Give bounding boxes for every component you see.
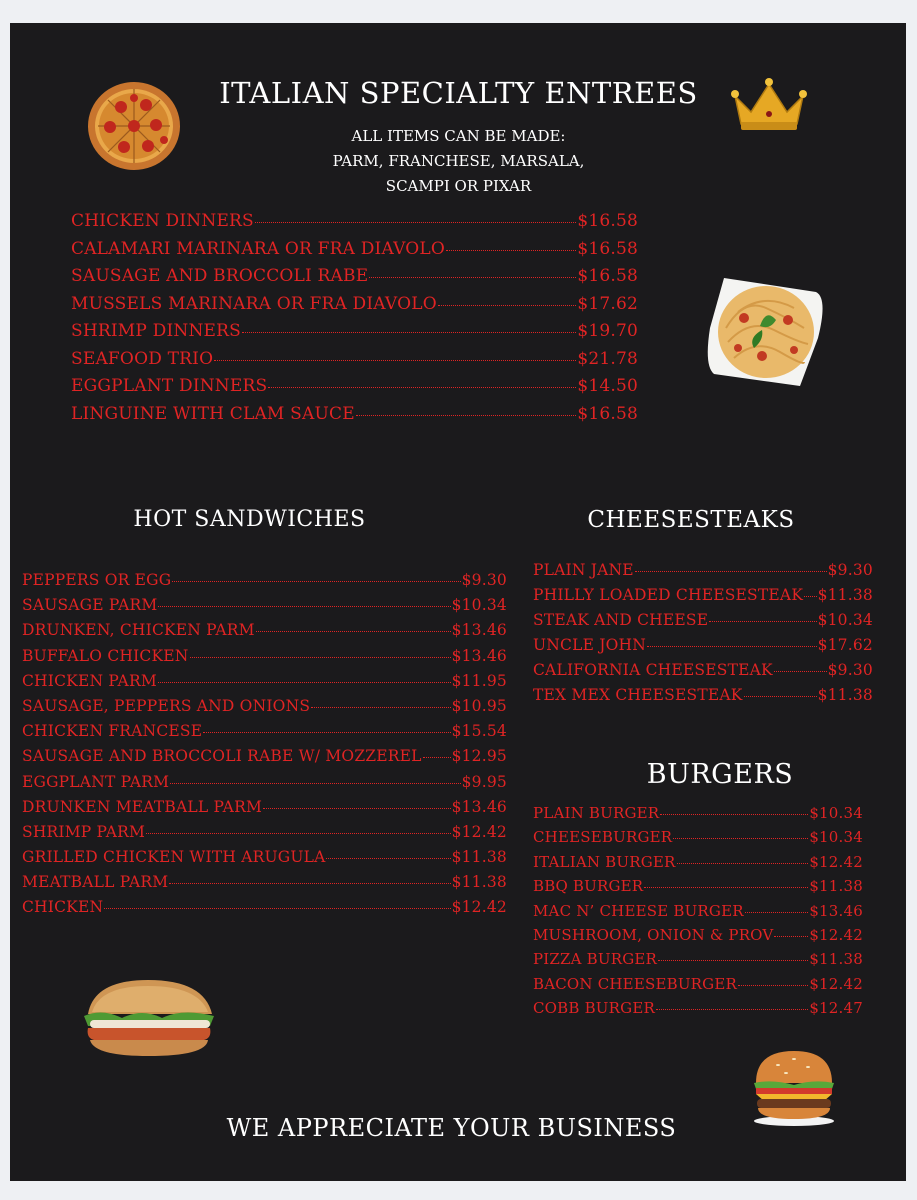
dot-leader: [255, 222, 576, 223]
menu-item-name: MAC N’ CHEESE BURGER: [533, 901, 744, 920]
burger-icon: [752, 1049, 836, 1127]
menu-item-name: SHRIMP PARM: [22, 822, 146, 841]
menu-item-name: PLAIN JANE: [533, 561, 634, 579]
pasta-icon: [704, 268, 826, 394]
crown-icon: [729, 76, 809, 134]
dot-leader: [744, 696, 817, 697]
hot-sandwiches-title: HOT SANDWICHES: [133, 507, 366, 532]
menu-item-name: BACON CHEESEBURGER: [533, 974, 737, 993]
menu-item-name: SAUSAGE PARM: [22, 596, 158, 615]
italian-subtitle-line: SCAMPI OR PIXAR: [385, 177, 532, 195]
menu-item: [533, 902, 863, 926]
menu-item-price: $11.38: [451, 873, 507, 892]
dot-leader: [660, 814, 808, 815]
burgers-title: BURGERS: [646, 759, 794, 790]
menu-item-name: DRUNKEN MEATBALL PARM: [22, 797, 263, 816]
menu-item-name: ITALIAN BURGER: [533, 852, 676, 871]
menu-item: [71, 349, 638, 377]
dot-leader: [635, 571, 827, 572]
dot-leader: [263, 808, 451, 809]
menu-item-price: $11.95: [451, 671, 507, 690]
dot-leader: [242, 332, 576, 333]
menu-item-name: SEAFOOD TRIO: [71, 348, 214, 369]
dot-leader: [673, 838, 808, 839]
menu-item-price: $12.42: [809, 974, 863, 993]
menu-item-price: $12.42: [451, 898, 507, 917]
dot-leader: [169, 883, 450, 884]
menu-item: [533, 975, 863, 999]
menu-item-price: $21.78: [577, 348, 638, 369]
menu-item-name: BUFFALO CHICKEN: [22, 646, 189, 665]
dot-leader: [644, 887, 808, 888]
menu-item: [533, 611, 873, 636]
menu-item: [533, 686, 873, 711]
italian-subtitle-line: ALL ITEMS CAN BE MADE:: [351, 127, 566, 145]
dot-leader: [647, 646, 817, 647]
menu-item: [71, 321, 638, 349]
menu-item-name: MUSSELS MARINARA OR FRA DIAVOLO: [71, 293, 437, 314]
dot-leader: [438, 305, 576, 306]
dot-leader: [804, 596, 816, 597]
italian-section-title: ITALIAN SPECIALTY ENTREES: [219, 76, 698, 110]
menu-item-name: GRILLED CHICKEN WITH ARUGULA: [22, 848, 326, 867]
menu-item: [533, 999, 863, 1023]
menu-item-name: TEX MEX CHEESESTEAK: [533, 686, 743, 705]
menu-item-name: MEATBALL PARM: [22, 873, 169, 892]
menu-item-price: $12.47: [809, 999, 863, 1018]
menu-item-price: $10.34: [817, 611, 873, 630]
menu-item-price: $11.38: [809, 877, 863, 896]
menu-item: [22, 798, 507, 823]
menu-item-price: $10.34: [809, 828, 863, 847]
menu-item: [22, 898, 507, 923]
pizza-icon: [86, 80, 182, 172]
menu-item-price: $11.38: [817, 586, 873, 605]
menu-item-name: PLAIN BURGER: [533, 804, 660, 822]
dot-leader: [774, 936, 808, 937]
dot-leader: [190, 657, 451, 658]
menu-item-price: $12.42: [451, 822, 507, 841]
menu-item: [22, 747, 507, 772]
menu-item-price: $13.46: [809, 901, 863, 920]
menu-item-name: PHILLY LOADED CHEESESTEAK: [533, 586, 804, 605]
dot-leader: [369, 277, 576, 278]
menu-item: [22, 773, 507, 798]
menu-item-name: SAUSAGE, PEPPERS AND ONIONS: [22, 696, 311, 715]
menu-item-price: $9.30: [827, 561, 873, 579]
menu-item-price: $14.50: [577, 376, 638, 396]
menu-item: [22, 697, 507, 722]
menu-item-price: $17.62: [577, 293, 638, 314]
menu-item-name: BBQ BURGER: [533, 877, 644, 896]
dot-leader: [709, 621, 816, 622]
menu-item-price: $16.58: [577, 238, 638, 259]
menu-item-name: EGGPLANT DINNERS: [71, 376, 268, 396]
menu-item-name: CHICKEN PARM: [22, 671, 157, 690]
menu-item-name: CHICKEN FRANCESE: [22, 722, 203, 741]
menu-item-name: EGGPLANT PARM: [22, 772, 170, 791]
burgers-list: [533, 804, 863, 1024]
menu-item-name: SAUSAGE AND BROCCOLI RABE W/ MOZZEREL: [22, 747, 422, 766]
italian-menu-list: [71, 211, 638, 431]
menu-item-name: CHICKEN: [22, 898, 104, 917]
dot-leader: [745, 912, 809, 913]
menu-item-price: $17.62: [817, 636, 873, 655]
menu-item: [22, 848, 507, 873]
dot-leader: [677, 863, 809, 864]
menu-item-price: $16.58: [577, 211, 638, 231]
menu-item: [22, 873, 507, 898]
menu-item: [22, 722, 507, 747]
menu-item-name: UNCLE JOHN: [533, 636, 647, 655]
menu-item: [533, 877, 863, 901]
menu-item: [533, 561, 873, 586]
dot-leader: [658, 960, 808, 961]
menu-item-price: $10.34: [809, 804, 863, 822]
menu-item-name: CALAMARI MARINARA OR FRA DIAVOLO: [71, 238, 446, 259]
menu-item-price: $9.95: [461, 772, 507, 791]
hot-sandwiches-list: [22, 571, 507, 924]
menu-item: [22, 672, 507, 697]
dot-leader: [256, 631, 451, 632]
menu-item-price: $16.58: [577, 403, 638, 424]
menu-item: [533, 636, 873, 661]
italian-subtitle-line: PARM, FRANCHESE, MARSALA,: [332, 152, 585, 170]
menu-item-price: $12.95: [451, 747, 507, 766]
dot-leader: [326, 858, 450, 859]
menu-item-name: STEAK AND CHEESE: [533, 611, 709, 630]
menu-item-name: CHEESEBURGER: [533, 828, 673, 847]
menu-item-name: LINGUINE WITH CLAM SAUCE: [71, 403, 355, 424]
menu-item: [533, 853, 863, 877]
dot-leader: [172, 581, 460, 582]
dot-leader: [203, 732, 450, 733]
menu-item-price: $11.38: [817, 686, 873, 705]
menu-item-price: $10.34: [451, 596, 507, 615]
menu-item: [533, 661, 873, 686]
menu-item-name: PEPPERS OR EGG: [22, 571, 172, 589]
menu-item-price: $13.46: [451, 797, 507, 816]
menu-item-price: $16.58: [577, 266, 638, 286]
dot-leader: [656, 1009, 808, 1010]
menu-item-price: $11.38: [451, 848, 507, 867]
menu-item-price: $9.30: [827, 661, 873, 680]
dot-leader: [738, 985, 808, 986]
menu-item: [533, 586, 873, 611]
dot-leader: [311, 707, 450, 708]
dot-leader: [158, 606, 450, 607]
menu-item-price: $13.46: [451, 646, 507, 665]
menu-item: [533, 828, 863, 852]
dot-leader: [104, 908, 450, 909]
menu-item: [22, 823, 507, 848]
menu-item: [71, 376, 638, 404]
menu-item-price: $9.30: [461, 571, 507, 589]
dot-leader: [146, 833, 450, 834]
dot-leader: [158, 682, 451, 683]
menu-item-name: CHICKEN DINNERS: [71, 211, 254, 231]
menu-item-price: $13.46: [451, 621, 507, 640]
cheesesteaks-title: CHEESESTEAKS: [587, 507, 795, 533]
menu-item: [22, 571, 507, 596]
menu-item: [71, 239, 638, 267]
sandwich-icon: [82, 976, 216, 1060]
dot-leader: [356, 415, 577, 416]
menu-item: [71, 211, 638, 239]
dot-leader: [446, 250, 576, 251]
menu-item-price: $19.70: [577, 321, 638, 341]
menu-item-name: CALIFORNIA CHEESESTEAK: [533, 661, 773, 680]
menu-item-name: COBB BURGER: [533, 999, 655, 1018]
menu-item: [22, 647, 507, 672]
menu-item-name: DRUNKEN, CHICKEN PARM: [22, 621, 255, 640]
menu-item: [533, 950, 863, 974]
menu-item-price: $11.38: [809, 950, 863, 969]
dot-leader: [214, 360, 576, 361]
menu-item-price: $15.54: [451, 722, 507, 741]
menu-item-price: $12.42: [809, 925, 863, 944]
menu-item: [533, 804, 863, 828]
cheesesteaks-list: [533, 561, 873, 712]
menu-item-price: $12.42: [809, 852, 863, 871]
menu-item-name: SHRIMP DINNERS: [71, 321, 241, 341]
dot-leader: [268, 387, 576, 388]
dot-leader: [774, 671, 827, 672]
menu-item: [71, 266, 638, 294]
menu-item: [71, 294, 638, 322]
menu-item: [22, 621, 507, 646]
dot-leader: [423, 757, 451, 758]
menu-item: [71, 404, 638, 432]
footer-message: WE APPRECIATE YOUR BUSINESS: [226, 1114, 677, 1142]
menu-item-name: PIZZA BURGER: [533, 950, 658, 969]
menu-item-name: MUSHROOM, ONION & PROV: [533, 925, 774, 944]
menu-item: [533, 926, 863, 950]
dot-leader: [170, 783, 460, 784]
menu-item-name: SAUSAGE AND BROCCOLI RABE: [71, 266, 369, 286]
menu-item: [22, 596, 507, 621]
menu-item-price: $10.95: [451, 696, 507, 715]
